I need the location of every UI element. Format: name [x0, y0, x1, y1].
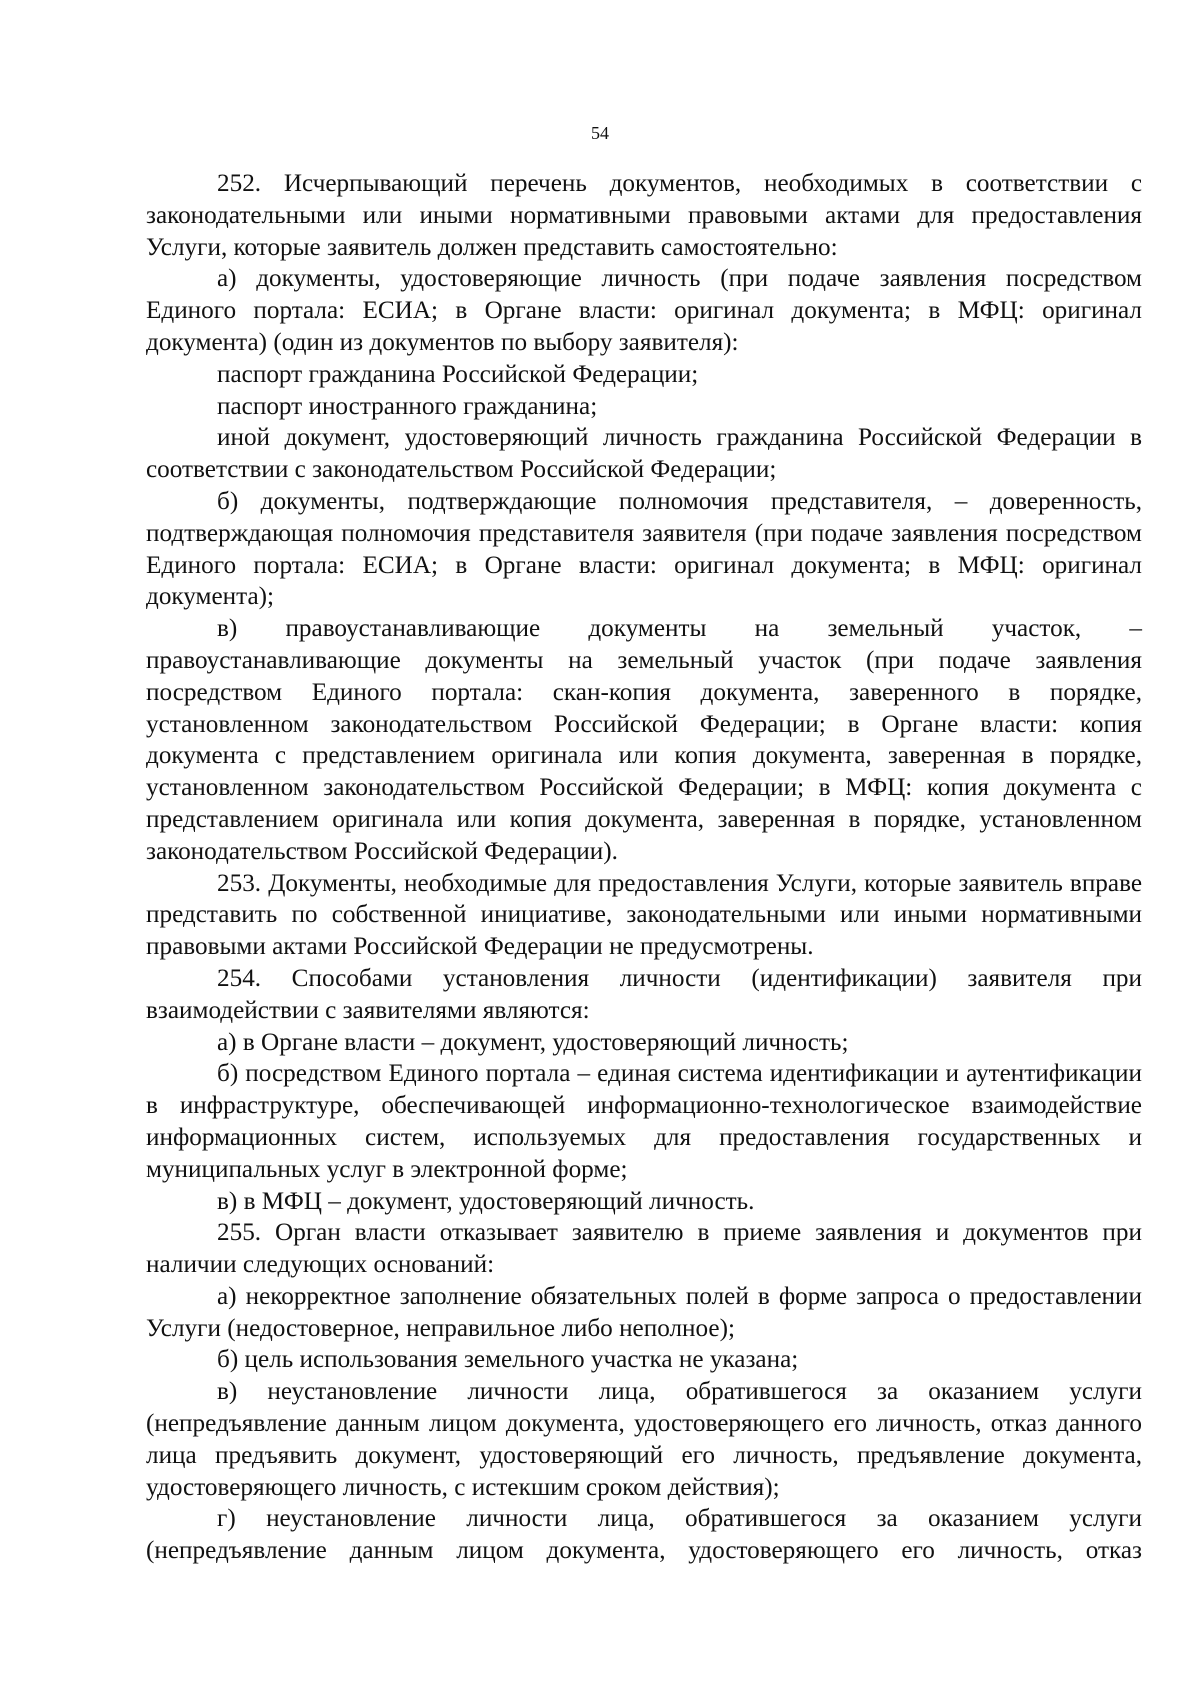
- paragraph-255-g: г) неустановление личности лица, обратившегося за оказанием услуги (непредъявление данным лицом документа, удостоверяющего его личность, отказ: [146, 1505, 1142, 1565]
- list-item-passport-foreign: паспорт иностранного гражданина;: [217, 392, 598, 420]
- paragraph-252-v: в) правоустанавливающие документы на земельный участок, – правоустанавливающие документы на земельный участок (при подаче заявления посредством Единого портала: скан-копия документа, заверенного в порядке, установленном законодательством Российской Федерации; в Органе власти: копия документа с представлением оригинала или копия документа, заверенная в порядке, установленном законодательством Российской Федерации; в МФЦ: копия документа с представлением оригинала или копия документа, заверенная в порядке, установленном законодательством Российской Федерации).: [146, 615, 1142, 865]
- paragraph-252: 252. Исчерпывающий перечень документов, необходимых в соответствии с законодательными или иными нормативными правовыми актами для предоставления Услуги, которые заявитель должен представить самостоятельно:: [146, 170, 1142, 261]
- page-number: 54: [591, 123, 609, 143]
- paragraph-255: 255. Орган власти отказывает заявителю в приеме заявления и документов при наличии следующих оснований:: [146, 1219, 1142, 1279]
- paragraph-252-b: б) документы, подтверждающие полномочия представителя, – доверенность, подтверждающая полномочия представителя заявителя (при подаче заявления посредством Единого портала: ЕСИА; в Органе власти: оригинал документа; в МФЦ: оригинал документа);: [146, 487, 1142, 611]
- list-item-passport-rf: паспорт гражданина Российской Федерации;: [217, 360, 699, 388]
- paragraph-254: 254. Способами установления личности (идентификации) заявителя при взаимодействии с заявителями являются:: [146, 964, 1142, 1024]
- paragraph-253: 253. Документы, необходимые для предоставления Услуги, которые заявитель вправе представить по собственной инициативе, законодательными или иными нормативными правовыми актами Российской Федерации не предусмотрены.: [146, 869, 1142, 961]
- paragraph-254-b: б) посредством Единого портала – единая система идентификации и аутентификации в инфраструктуре, обеспечивающей информационно-технологическое взаимодействие информационных систем, используемых для предоставления государственных и муниципальных услуг в электронной форме;: [146, 1060, 1142, 1183]
- paragraph-254-a: а) в Органе власти – документ, удостоверяющий личность;: [217, 1028, 849, 1056]
- paragraph-255-a: а) некорректное заполнение обязательных полей в форме запроса о предоставлении Услуги (недостоверное, неправильное либо неполное);: [146, 1282, 1142, 1342]
- list-item-other-id: иной документ, удостоверяющий личность гражданина Российской Федерации в соответствии с законодательством Российской Федерации;: [146, 424, 1142, 484]
- paragraph-255-b: б) цель использования земельного участка не указана;: [217, 1346, 799, 1374]
- paragraph-254-v: в) в МФЦ – документ, удостоверяющий личность.: [217, 1187, 755, 1215]
- paragraph-252-a: а) документы, удостоверяющие личность (при подаче заявления посредством Единого портала: ЕСИА; в Органе власти: оригинал документа; в МФЦ: оригинал документа) (один из документов по выбору заявителя):: [146, 265, 1142, 356]
- document-body: [146, 168, 1142, 1567]
- paragraph-255-v: в) неустановление личности лица, обратившегося за оказанием услуги (непредъявление данным лицом документа, удостоверяющего его личность, отказ данного лица предъявить документ, удостоверяющий его личность, предъявление документа, удостоверяющего личность, с истекшим сроком действия);: [146, 1378, 1142, 1501]
